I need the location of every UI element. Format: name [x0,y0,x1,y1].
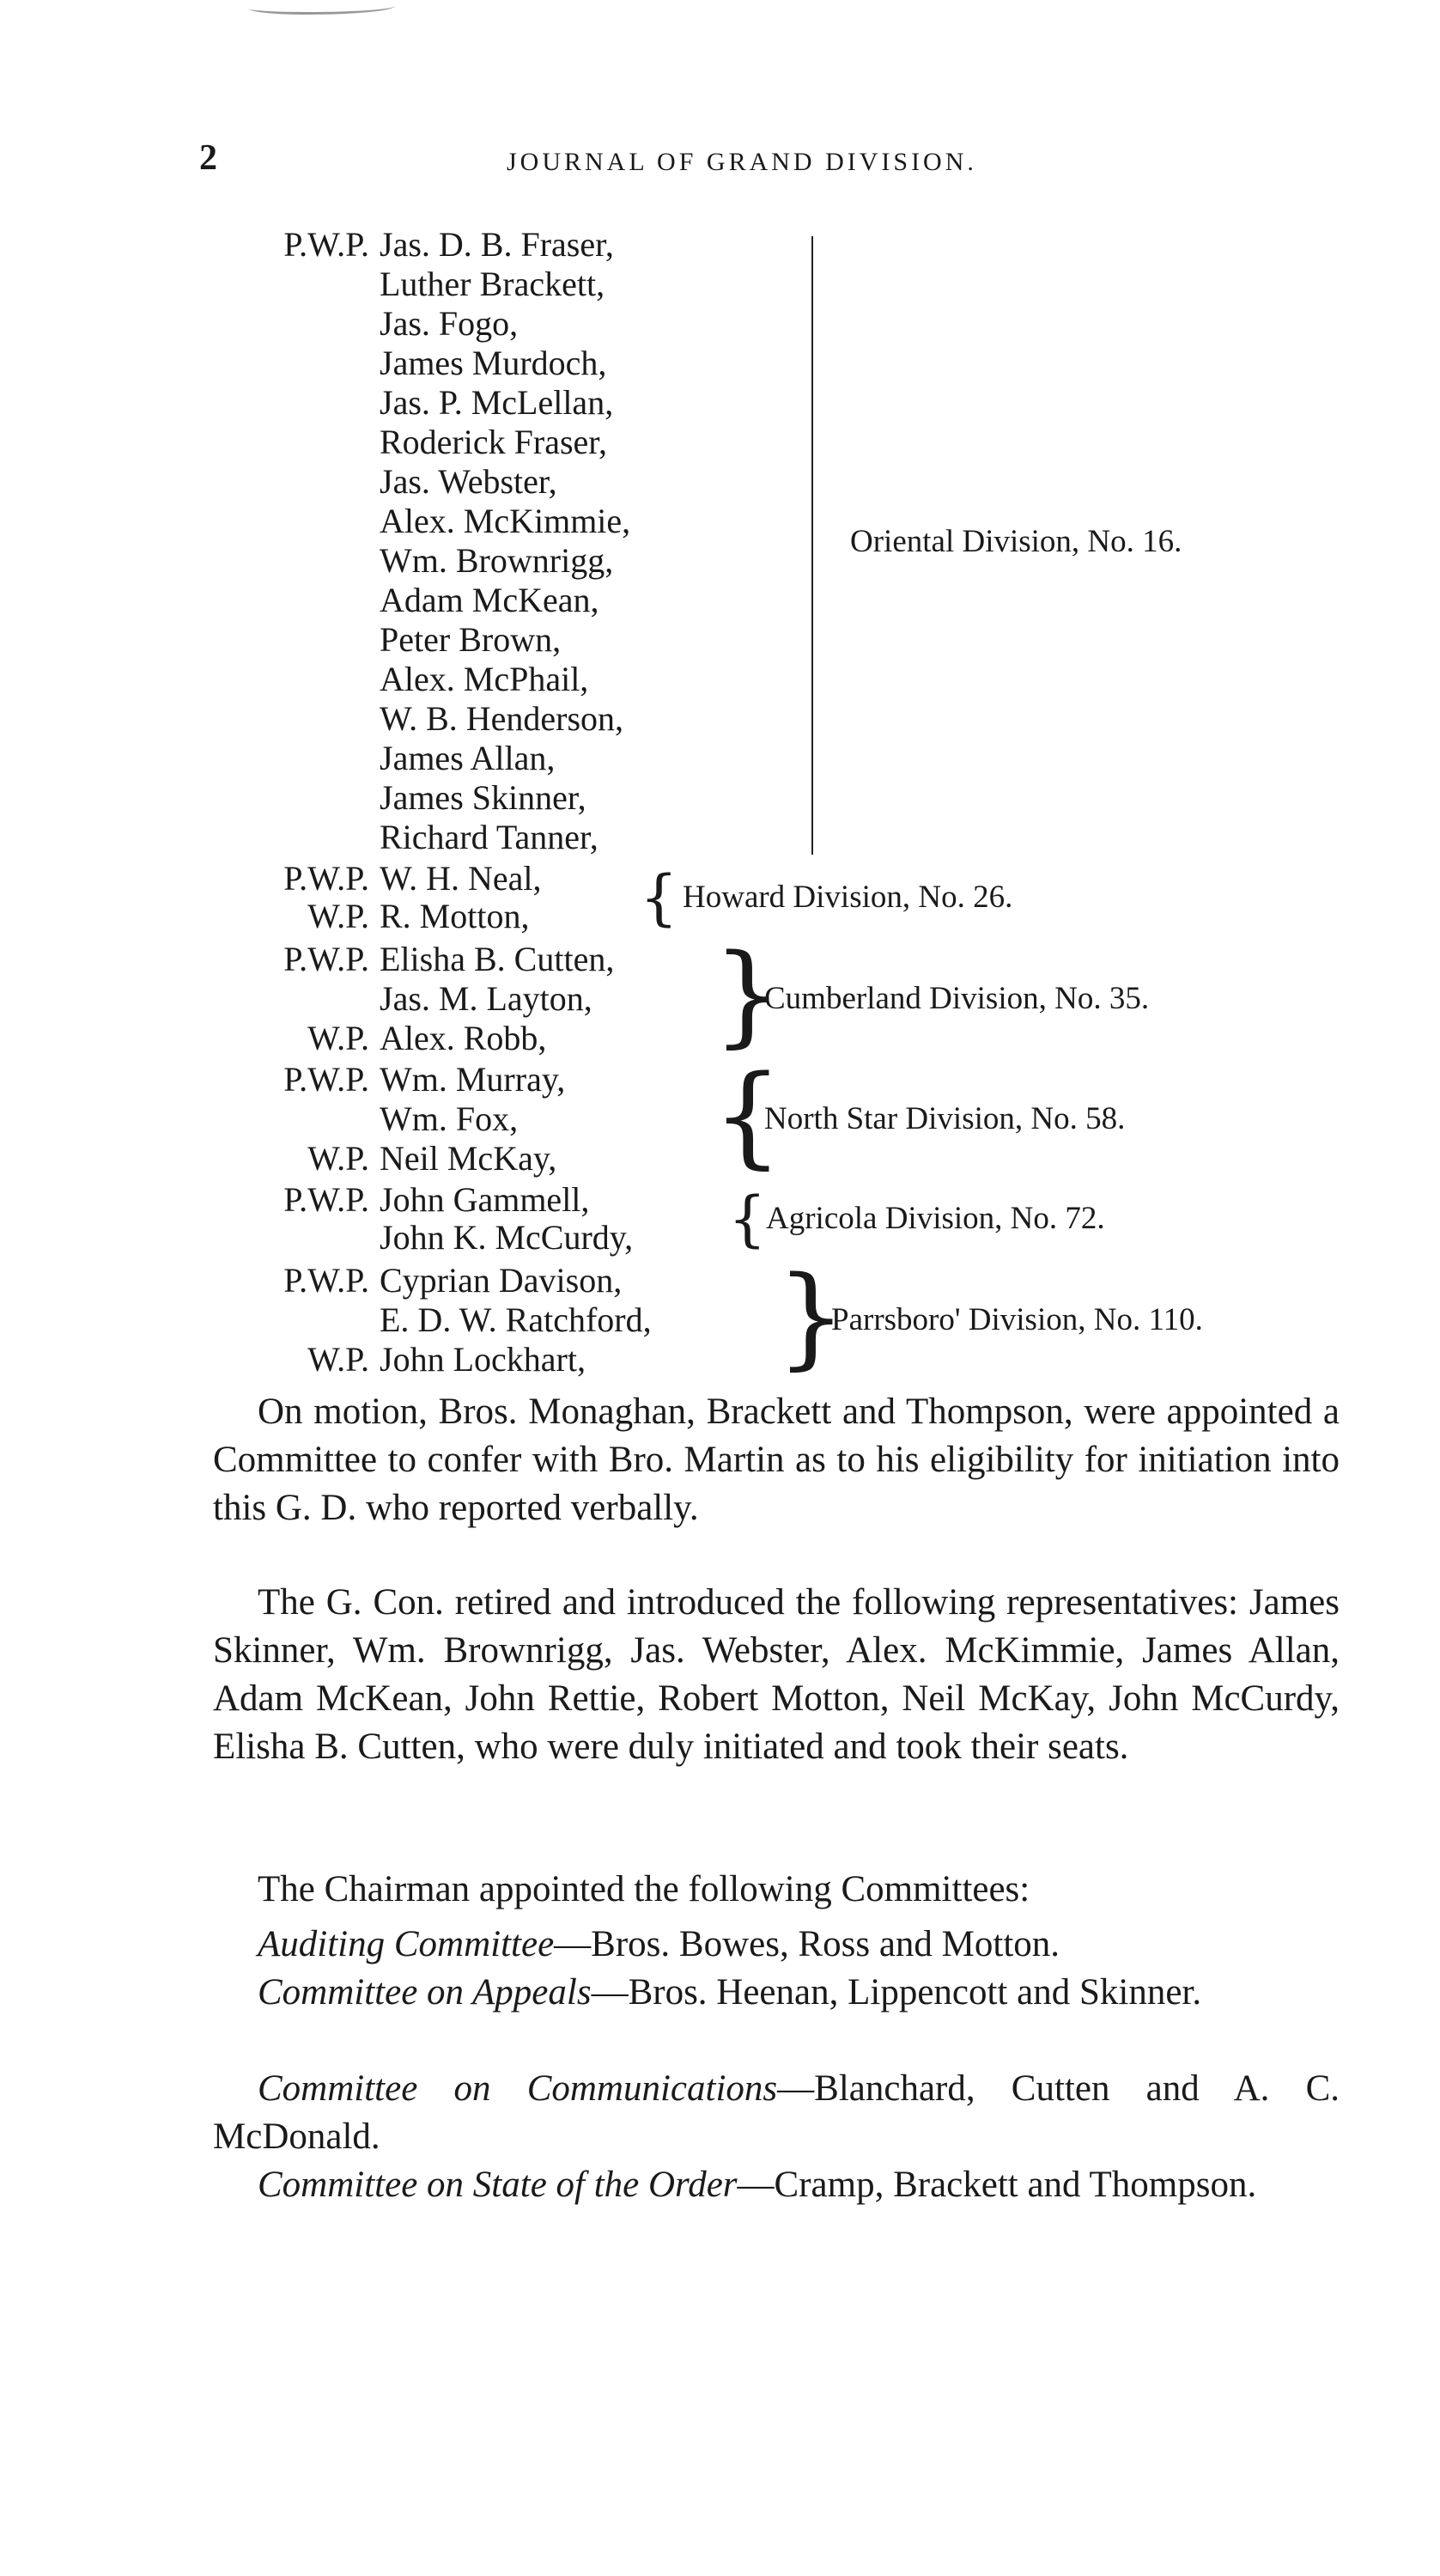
member-title: W.P. [307,1139,369,1178]
member-name: John Gammell, [380,1180,590,1219]
member-name: Jas. Webster, [380,462,557,501]
member-name: James Skinner, [380,778,586,817]
member-title: W.P. [307,1019,369,1057]
member-title: P.W.P. [283,1261,369,1300]
committee-label: Committee on Appeals [258,1972,592,2013]
member-name: Alex. McPhail, [380,660,589,698]
division-label: Cumberland Division, No. 35. [764,981,1150,1016]
member-name: E. D. W. Ratchford, [380,1300,652,1339]
member-title: P.W.P. [283,859,369,898]
paragraph-representatives [213,1579,1340,1771]
division-label: Howard Division, No. 26. [683,880,1013,915]
member-name: James Allan, [380,739,556,777]
member-name: Jas. D. B. Fraser, [380,225,614,264]
running-head: JOURNAL OF GRAND DIVISION. [507,148,977,176]
brace-icon: } [776,1253,847,1381]
member-name: Peter Brown, [380,620,562,659]
paragraph-text: On motion, Bros. Monaghan, Brackett and Thompson, were appointed a Committee to confer with Bro. Martin as to his eligibility for initiation into this G. D. who reported verbally. [213,1392,1340,1528]
member-name: Jas. Fogo, [380,304,519,343]
member-name: Alex. Robb, [380,1019,547,1057]
committee-appeals [213,1969,1340,2017]
committee-state-of-order [213,2161,1340,2209]
committee-members: —Bros. Bowes, Ross and Motton. [554,1924,1060,1964]
member-name: Wm. Brownrigg, [380,541,614,580]
paragraph-committees-intro [213,1866,1340,1914]
member-name: R. Motton, [380,897,530,935]
member-title: P.W.P. [283,940,369,978]
paragraph-text: The Chairman appointed the following Committees: [258,1869,1030,1909]
member-name: Jas. P. McLellan, [380,383,614,422]
division-label: Parrsboro' Division, No. 110. [831,1302,1203,1337]
committee-label: Committee on State of the Order [258,2165,738,2205]
member-name: Jas. M. Layton, [380,979,592,1018]
committee-members: —Cramp, Brackett and Thompson. [737,2165,1257,2205]
brace-icon: { [640,862,678,933]
division-label: Oriental Division, No. 16. [850,524,1182,559]
committee-communications [213,2065,1340,2161]
member-name: Wm. Fox, [380,1099,519,1138]
brace-icon: } [713,931,783,1059]
member-name: W. H. Neal, [380,859,542,898]
member-name: John Lockhart, [380,1340,586,1379]
member-title: P.W.P. [283,1060,369,1099]
member-title: W.P. [307,897,369,935]
member-name: Luther Brackett, [380,265,605,303]
committee-members: —Blanchard, Cutten and A. C. McDonald. [213,2068,1340,2157]
page-number: 2 [199,138,217,178]
committee-auditing [213,1921,1340,1969]
brace-icon: { [728,1184,767,1254]
paragraph-text: The G. Con. retired and introduced the following representatives: James Skinner, Wm. Brownrigg, Jas. Webster, Alex. McKimmie, James Allan, Adam McKean, John Rettie, Robert Motton, Neil McKay, John McCurdy, Elisha B. Cutten, who were duly initiated and took their seats. [213,1582,1340,1767]
member-name: Neil McKay, [380,1139,557,1178]
committee-label: Committee on Communications [258,2068,778,2109]
member-name: Alex. McKimmie, [380,502,631,540]
ink-smudge [249,0,395,15]
bracket-line [811,236,813,855]
member-name: James Murdoch, [380,344,607,382]
division-label: Agricola Division, No. 72. [766,1201,1105,1236]
member-name: Wm. Murray, [380,1060,566,1099]
member-name: Cyprian Davison, [380,1261,623,1300]
committee-members: —Bros. Heenan, Lippencott and Skinner. [591,1972,1202,2013]
member-name: John K. McCurdy, [380,1218,634,1257]
member-title: P.W.P. [283,225,369,264]
member-name: W. B. Henderson, [380,699,624,738]
member-name: Roderick Fraser, [380,423,607,461]
division-label: North Star Division, No. 58. [764,1101,1126,1136]
brace-icon: { [713,1052,783,1180]
member-title: P.W.P. [283,1180,369,1219]
paragraph-motion [213,1388,1340,1532]
member-name: Elisha B. Cutten, [380,940,615,978]
member-name: Adam McKean, [380,581,599,619]
member-name: Richard Tanner, [380,818,598,856]
committee-label: Auditing Committee [258,1924,555,1964]
member-title: W.P. [307,1340,369,1379]
